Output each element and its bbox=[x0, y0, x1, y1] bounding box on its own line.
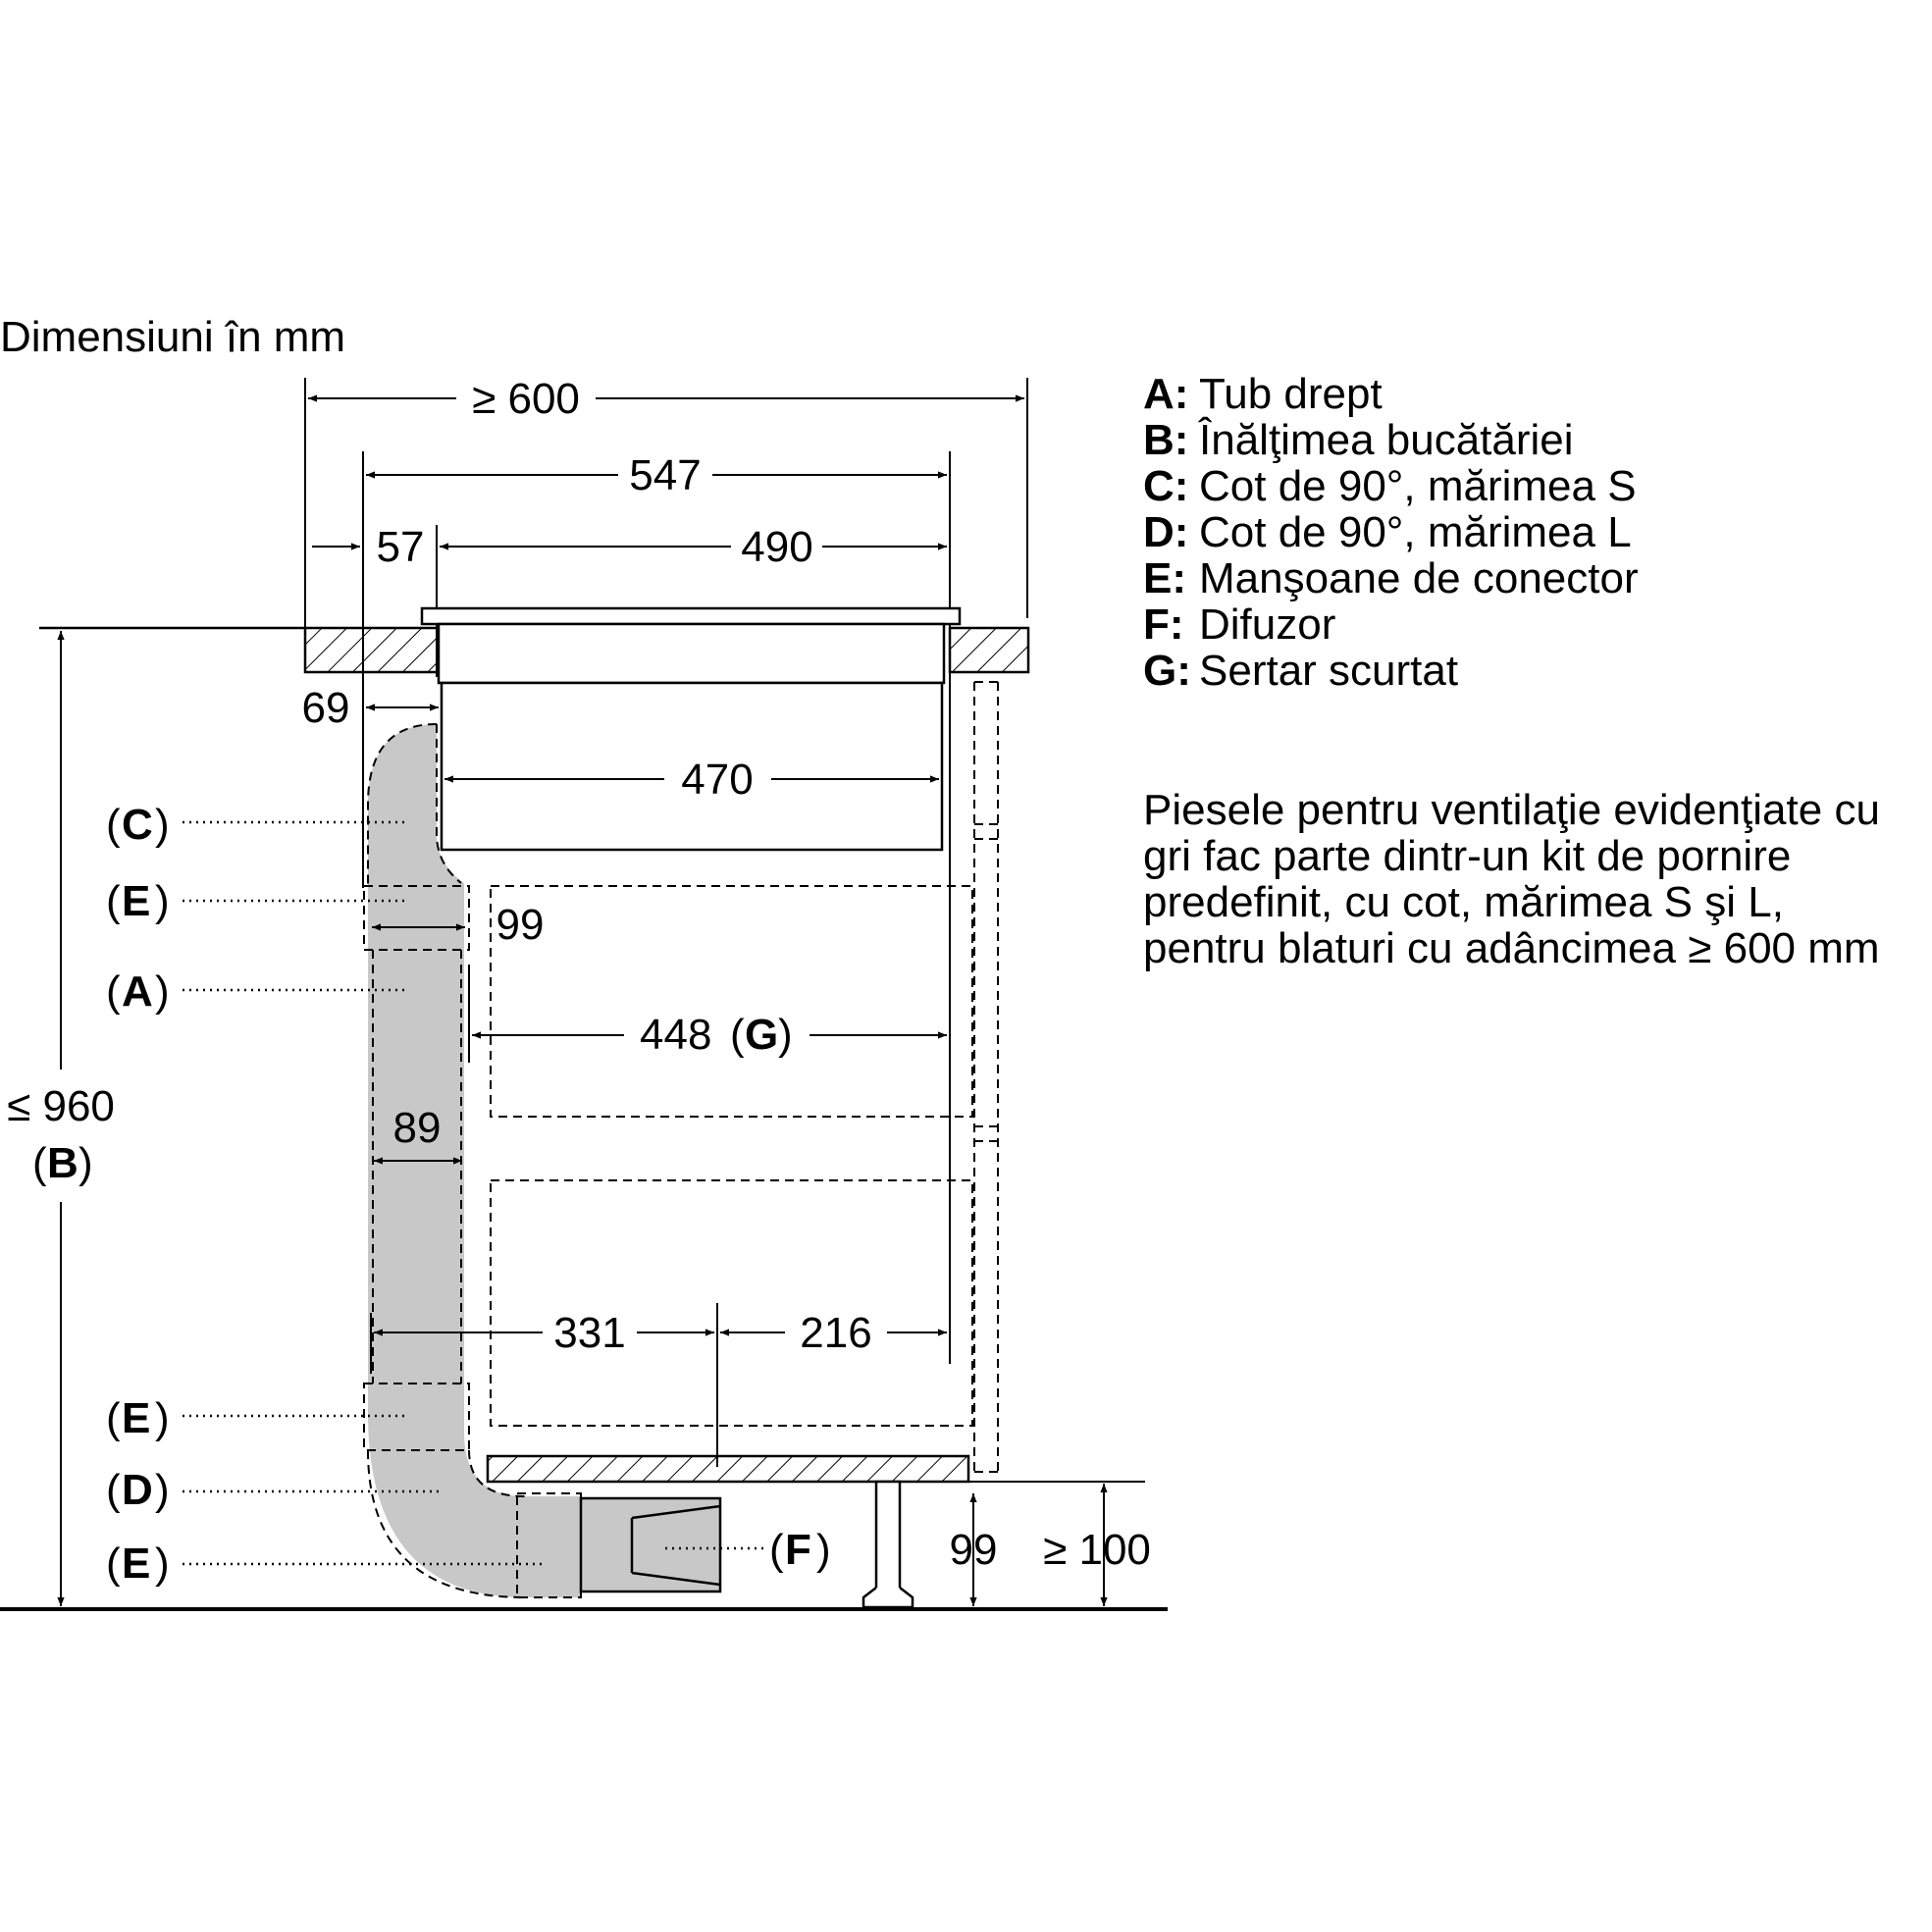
legend-text: Cot de 90°, mărimea S bbox=[1199, 462, 1637, 510]
note-line: Piesele pentru ventilaţie evidenţiate cu bbox=[1143, 786, 1880, 834]
legend-text: Manşoane de conector bbox=[1199, 554, 1639, 602]
dimension-plinth-100 bbox=[1043, 1484, 1151, 1606]
dim-57-label: 57 bbox=[376, 523, 425, 571]
diagram-title: Dimensiuni în mm bbox=[0, 313, 346, 361]
callout-f-paren-open: ( bbox=[769, 1526, 784, 1574]
callout-e-top bbox=[106, 877, 404, 925]
legend-text: Sertar scurtat bbox=[1199, 647, 1459, 695]
callout-c-letter: C bbox=[122, 801, 153, 849]
callout-e-mid-paren-close: ) bbox=[155, 1394, 170, 1442]
dimension-547 bbox=[366, 451, 947, 499]
callout-f-paren-close: ) bbox=[816, 1526, 831, 1574]
dimension-490 bbox=[440, 523, 947, 571]
dim-448-label: 448 bbox=[640, 1011, 712, 1059]
note-line: predefinit, cu cot, mărimea S şi L, bbox=[1143, 878, 1784, 926]
legend-key: B: bbox=[1143, 416, 1189, 464]
callout-c-paren-close: ) bbox=[155, 801, 170, 849]
callout-e-top-paren-open: ( bbox=[106, 877, 121, 925]
dimension-448 bbox=[469, 965, 947, 1063]
legend-key: F: bbox=[1143, 600, 1184, 649]
callout-c-paren-open: ( bbox=[106, 801, 121, 849]
legend-text: Difuzor bbox=[1199, 600, 1336, 649]
legend bbox=[1143, 370, 1639, 695]
dim-cutout-width-label: ≥ 600 bbox=[472, 375, 580, 423]
dim-69-label: 69 bbox=[301, 684, 350, 732]
note-line: pentru blaturi cu adâncimea ≥ 600 mm bbox=[1143, 924, 1880, 972]
callout-d-letter: D bbox=[122, 1466, 153, 1514]
legend-key: D: bbox=[1143, 508, 1189, 556]
dimension-cutout-width bbox=[308, 375, 1024, 423]
dim-height-tag: B bbox=[47, 1139, 78, 1187]
dimension-69 bbox=[302, 684, 439, 732]
callout-a bbox=[106, 967, 404, 1016]
callout-a-paren-open: ( bbox=[106, 967, 121, 1016]
dimension-57 bbox=[312, 523, 424, 571]
callout-d-paren-close: ) bbox=[155, 1466, 170, 1514]
callout-e-bottom-paren-close: ) bbox=[155, 1540, 170, 1588]
cabinet-base bbox=[488, 1456, 1145, 1491]
callout-c bbox=[106, 801, 404, 849]
dim-plinth-100-label: ≥ 100 bbox=[1043, 1526, 1151, 1574]
legend-text: Cot de 90°, mărimea L bbox=[1199, 508, 1632, 556]
dimension-height-960 bbox=[7, 631, 115, 1606]
legend-key: A: bbox=[1143, 370, 1189, 418]
dim-height-paren-open: ( bbox=[32, 1139, 47, 1187]
callout-a-paren-close: ) bbox=[155, 967, 170, 1016]
cooktop-appliance bbox=[422, 608, 960, 850]
callout-e-mid-letter: E bbox=[122, 1394, 151, 1442]
callout-e-mid bbox=[106, 1394, 404, 1442]
plinth-foot bbox=[863, 1482, 913, 1607]
dim-448-paren-close: ) bbox=[778, 1011, 793, 1059]
dim-height-960-label: ≤ 960 bbox=[7, 1082, 115, 1130]
legend-text: Tub drept bbox=[1199, 370, 1383, 418]
dim-height-paren-close: ) bbox=[78, 1139, 93, 1187]
dim-plinth-99-label: 99 bbox=[949, 1526, 998, 1574]
dim-547-label: 547 bbox=[629, 451, 702, 499]
dim-448-paren-open: ( bbox=[730, 1011, 745, 1059]
dimension-plinth-99 bbox=[950, 1493, 998, 1606]
dim-490-label: 490 bbox=[741, 523, 813, 571]
dim-duct-89-label: 89 bbox=[392, 1104, 442, 1152]
kit-note bbox=[1143, 786, 1880, 972]
dim-216-label: 216 bbox=[800, 1309, 872, 1357]
note-line: gri fac parte dintr-un kit de pornire bbox=[1143, 832, 1792, 880]
dim-331-label: 331 bbox=[553, 1309, 626, 1357]
legend-text: Înălţimea bucătăriei bbox=[1199, 416, 1574, 464]
legend-key: G: bbox=[1143, 647, 1191, 695]
legend-key: E: bbox=[1143, 554, 1186, 602]
legend-key: C: bbox=[1143, 462, 1189, 510]
dim-470-label: 470 bbox=[681, 756, 754, 804]
dim-connector-99-label: 99 bbox=[496, 901, 545, 949]
dimension-216 bbox=[720, 1309, 947, 1357]
callout-e-bottom-paren-open: ( bbox=[106, 1540, 121, 1588]
callout-e-top-letter: E bbox=[122, 877, 151, 925]
callout-f-letter: F bbox=[785, 1526, 811, 1574]
callout-e-mid-paren-open: ( bbox=[106, 1394, 121, 1442]
dim-448-tag: G bbox=[745, 1011, 779, 1059]
callout-d-paren-open: ( bbox=[106, 1466, 121, 1514]
callout-e-bottom-letter: E bbox=[122, 1540, 151, 1588]
callout-a-letter: A bbox=[122, 967, 153, 1016]
callout-e-top-paren-close: ) bbox=[155, 877, 170, 925]
